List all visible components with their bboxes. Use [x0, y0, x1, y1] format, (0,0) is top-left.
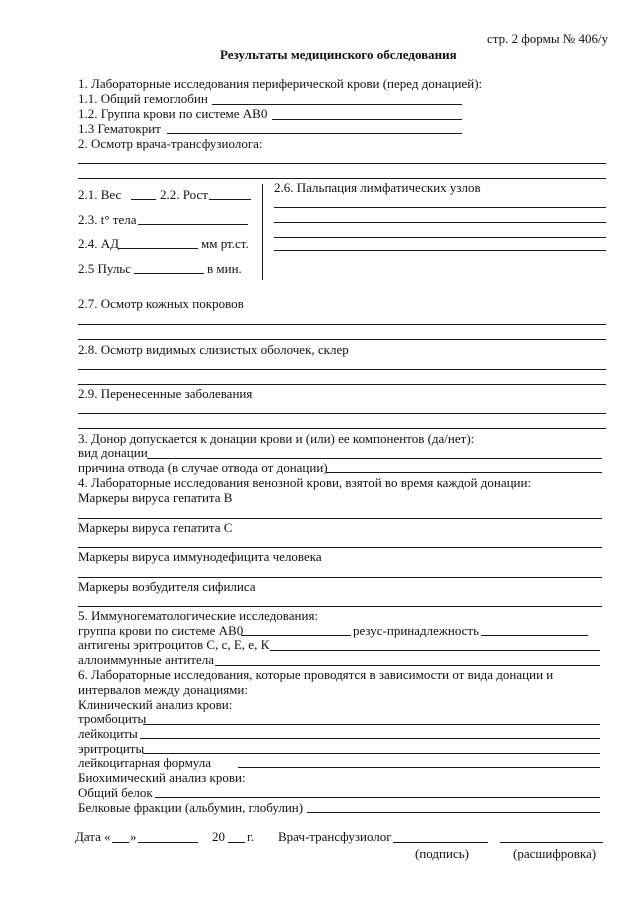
total-protein-field[interactable] [155, 797, 600, 798]
clinical-analysis-label: Клинический анализ крови: [78, 697, 233, 712]
height-field[interactable] [209, 199, 251, 200]
diseases-line-2[interactable] [78, 428, 606, 429]
abo-group-field[interactable] [241, 635, 351, 636]
mucous-label: 2.8. Осмотр видимых слизистых оболочек, склер [78, 342, 349, 357]
s5-heading: 5. Иммуногематологические исследования: [78, 608, 319, 623]
skin-line-2[interactable] [78, 339, 606, 340]
skin-line-1[interactable] [78, 324, 606, 325]
s6-heading-line-2: интервалов между донациями: [78, 682, 248, 697]
abo-group-label: группа крови по системе АВ0 [78, 623, 244, 638]
hemoglobin-label: 1.1. Общий гемоглобин [78, 91, 208, 106]
antigens-label: антигены эритроцитов С, с, Е, е, К [78, 637, 270, 652]
decoding-caption: (расшифровка) [513, 846, 597, 861]
antigens-field[interactable] [270, 650, 600, 651]
syphilis-field[interactable] [78, 606, 602, 607]
date-year-field[interactable] [228, 842, 245, 843]
diseases-label: 2.9. Перенесенные заболевания [78, 386, 253, 401]
rh-field[interactable] [481, 635, 588, 636]
hematocrit-label: 1.3 Гематокрит [78, 121, 161, 136]
mucous-line-2[interactable] [78, 384, 606, 385]
lymph-nodes-label: 2.6. Пальпация лимфатических узлов [274, 180, 481, 195]
s1-heading: 1. Лабораторные исследования периферической крови (перед донацией): [78, 76, 483, 91]
bp-label: 2.4. АД [78, 236, 120, 251]
diseases-line-1[interactable] [78, 413, 606, 414]
date-prefix: Дата « [75, 829, 111, 844]
date-day-field[interactable] [112, 842, 129, 843]
platelets-label: тромбоциты [78, 711, 147, 726]
hep-c-label: Маркеры вируса гепатита С [78, 520, 233, 535]
examination-line-2[interactable] [78, 178, 606, 179]
s4-heading: 4. Лабораторные исследования венозной крови, взятой во время каждой донации: [78, 475, 532, 490]
bp-field[interactable] [118, 248, 198, 249]
lymph-nodes-line-2[interactable] [274, 222, 606, 223]
leukocyte-formula-field[interactable] [238, 767, 600, 768]
height-label: 2.2. Рост [160, 187, 208, 202]
hep-c-field[interactable] [78, 547, 602, 548]
bp-unit: мм рт.ст. [201, 236, 249, 251]
temperature-field[interactable] [138, 224, 248, 225]
hep-b-field[interactable] [78, 518, 602, 519]
date-quote: » [130, 829, 137, 844]
lymph-nodes-line-3[interactable] [274, 237, 606, 238]
weight-field[interactable] [131, 199, 156, 200]
blood-group-label: 1.2. Группа крови по системе АВ0 [78, 106, 268, 121]
mucous-line-1[interactable] [78, 369, 606, 370]
protein-fractions-label: Белковые фракции (альбумин, глобулин) [78, 800, 304, 815]
hemoglobin-field[interactable] [212, 104, 462, 105]
column-divider [262, 184, 263, 280]
alloimmune-field[interactable] [215, 665, 600, 666]
date-year-suffix: г. [247, 829, 255, 844]
lymph-nodes-line-1[interactable] [274, 207, 606, 208]
pulse-unit: в мин. [207, 261, 242, 276]
date-year-prefix: 20 [212, 829, 225, 844]
page-title: Результаты медицинского обследования [220, 47, 457, 62]
examination-line-1[interactable] [78, 163, 606, 164]
leukocytes-field[interactable] [140, 738, 600, 739]
temperature-label: 2.3. t° тела [78, 212, 137, 227]
leukocyte-formula-label: лейкоцитарная формула [78, 755, 211, 770]
donation-type-field[interactable] [147, 458, 602, 459]
weight-label: 2.1. Вес [78, 187, 122, 202]
biochemical-analysis-label: Биохимический анализ крови: [78, 770, 246, 785]
signature-field[interactable] [393, 842, 488, 843]
total-protein-label: Общий белок [78, 785, 153, 800]
s2-heading: 2. Осмотр врача-трансфузиолога: [78, 136, 263, 151]
admission-label: 3. Донор допускается к донации крови и (или) ее компонентов (да/нет): [78, 431, 475, 446]
alloimmune-label: аллоиммунные антитела [78, 652, 215, 667]
syphilis-label: Маркеры возбудителя сифилиса [78, 579, 256, 594]
hep-b-label: Маркеры вируса гепатита В [78, 490, 233, 505]
platelets-field[interactable] [143, 724, 600, 725]
form-reference: стр. 2 формы № 406/у [487, 31, 609, 46]
deferral-reason-label: причина отвода (в случае отвода от донации) [78, 460, 328, 475]
s6-heading-line-1: 6. Лабораторные исследования, которые проводятся в зависимости от вида донации и [78, 667, 554, 682]
deferral-reason-field[interactable] [326, 472, 602, 473]
erythrocytes-field[interactable] [143, 753, 600, 754]
name-decoding-field[interactable] [500, 842, 603, 843]
donation-type-label: вид донации [78, 445, 148, 460]
pulse-field[interactable] [134, 273, 204, 274]
signature-caption: (подпись) [415, 846, 469, 861]
date-month-field[interactable] [138, 842, 198, 843]
blood-group-field[interactable] [272, 119, 462, 120]
hiv-field[interactable] [78, 577, 602, 578]
erythrocytes-label: эритроциты [78, 741, 145, 756]
lymph-nodes-line-4[interactable] [274, 250, 606, 251]
leukocytes-label: лейкоциты [78, 726, 138, 741]
hiv-label: Маркеры вируса иммунодефицита человека [78, 549, 322, 564]
skin-label: 2.7. Осмотр кожных покровов [78, 296, 244, 311]
hematocrit-field[interactable] [167, 133, 462, 134]
pulse-label: 2.5 Пульс [78, 261, 132, 276]
protein-fractions-field[interactable] [307, 812, 600, 813]
doctor-label: Врач-трансфузиолог [278, 829, 392, 844]
rh-label: резус-принадлежность [353, 623, 480, 638]
